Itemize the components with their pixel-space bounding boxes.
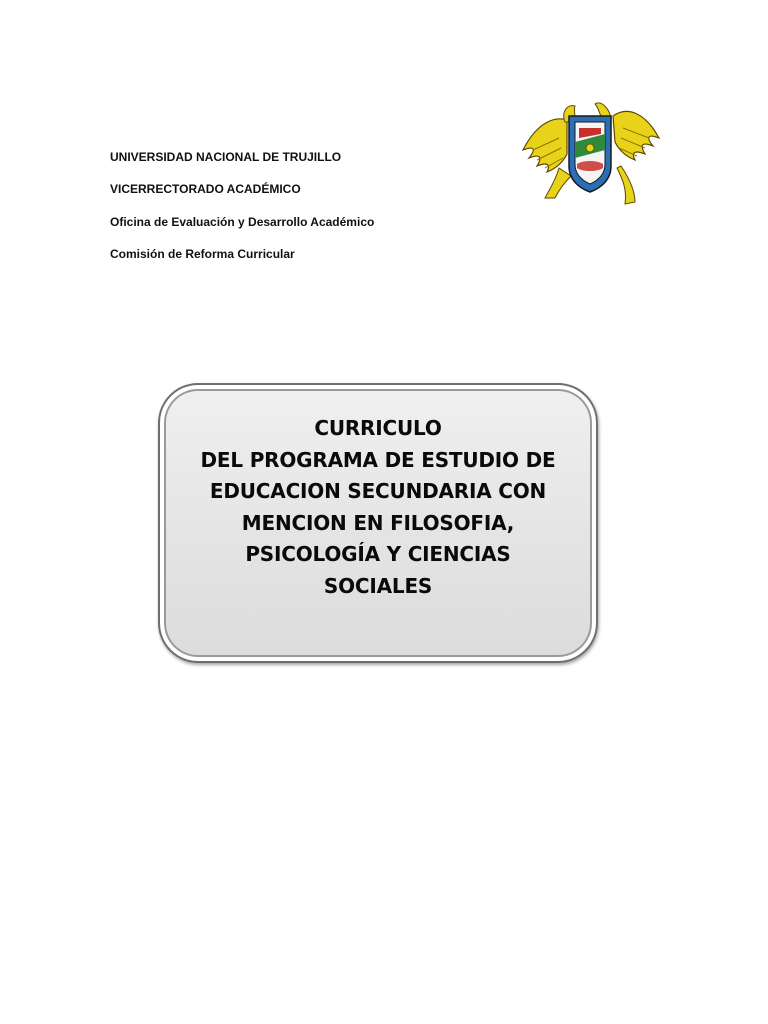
university-crest-icon: [515, 98, 665, 210]
document-title-box: [158, 383, 598, 663]
title-line: PSICOLOGÍA Y CIENCIAS: [245, 542, 511, 566]
office-name: Oficina de Evaluación y Desarrollo Académico: [110, 215, 375, 229]
title-line: DEL PROGRAMA DE ESTUDIO DE: [200, 447, 556, 472]
commission-name: Comisión de Reforma Curricular: [110, 247, 295, 261]
document-title: [160, 413, 596, 602]
title-line: SOCIALES: [323, 573, 433, 598]
title-line: EDUCACION SECUNDARIA CON: [209, 479, 547, 503]
title-line: CURRICULO: [314, 416, 442, 440]
university-name: UNIVERSIDAD NACIONAL DE TRUJILLO: [110, 150, 342, 164]
title-line: MENCION EN FILOSOFIA,: [241, 510, 515, 535]
vice-rectorate-name: VICERRECTORADO ACADÉMICO: [110, 182, 301, 196]
